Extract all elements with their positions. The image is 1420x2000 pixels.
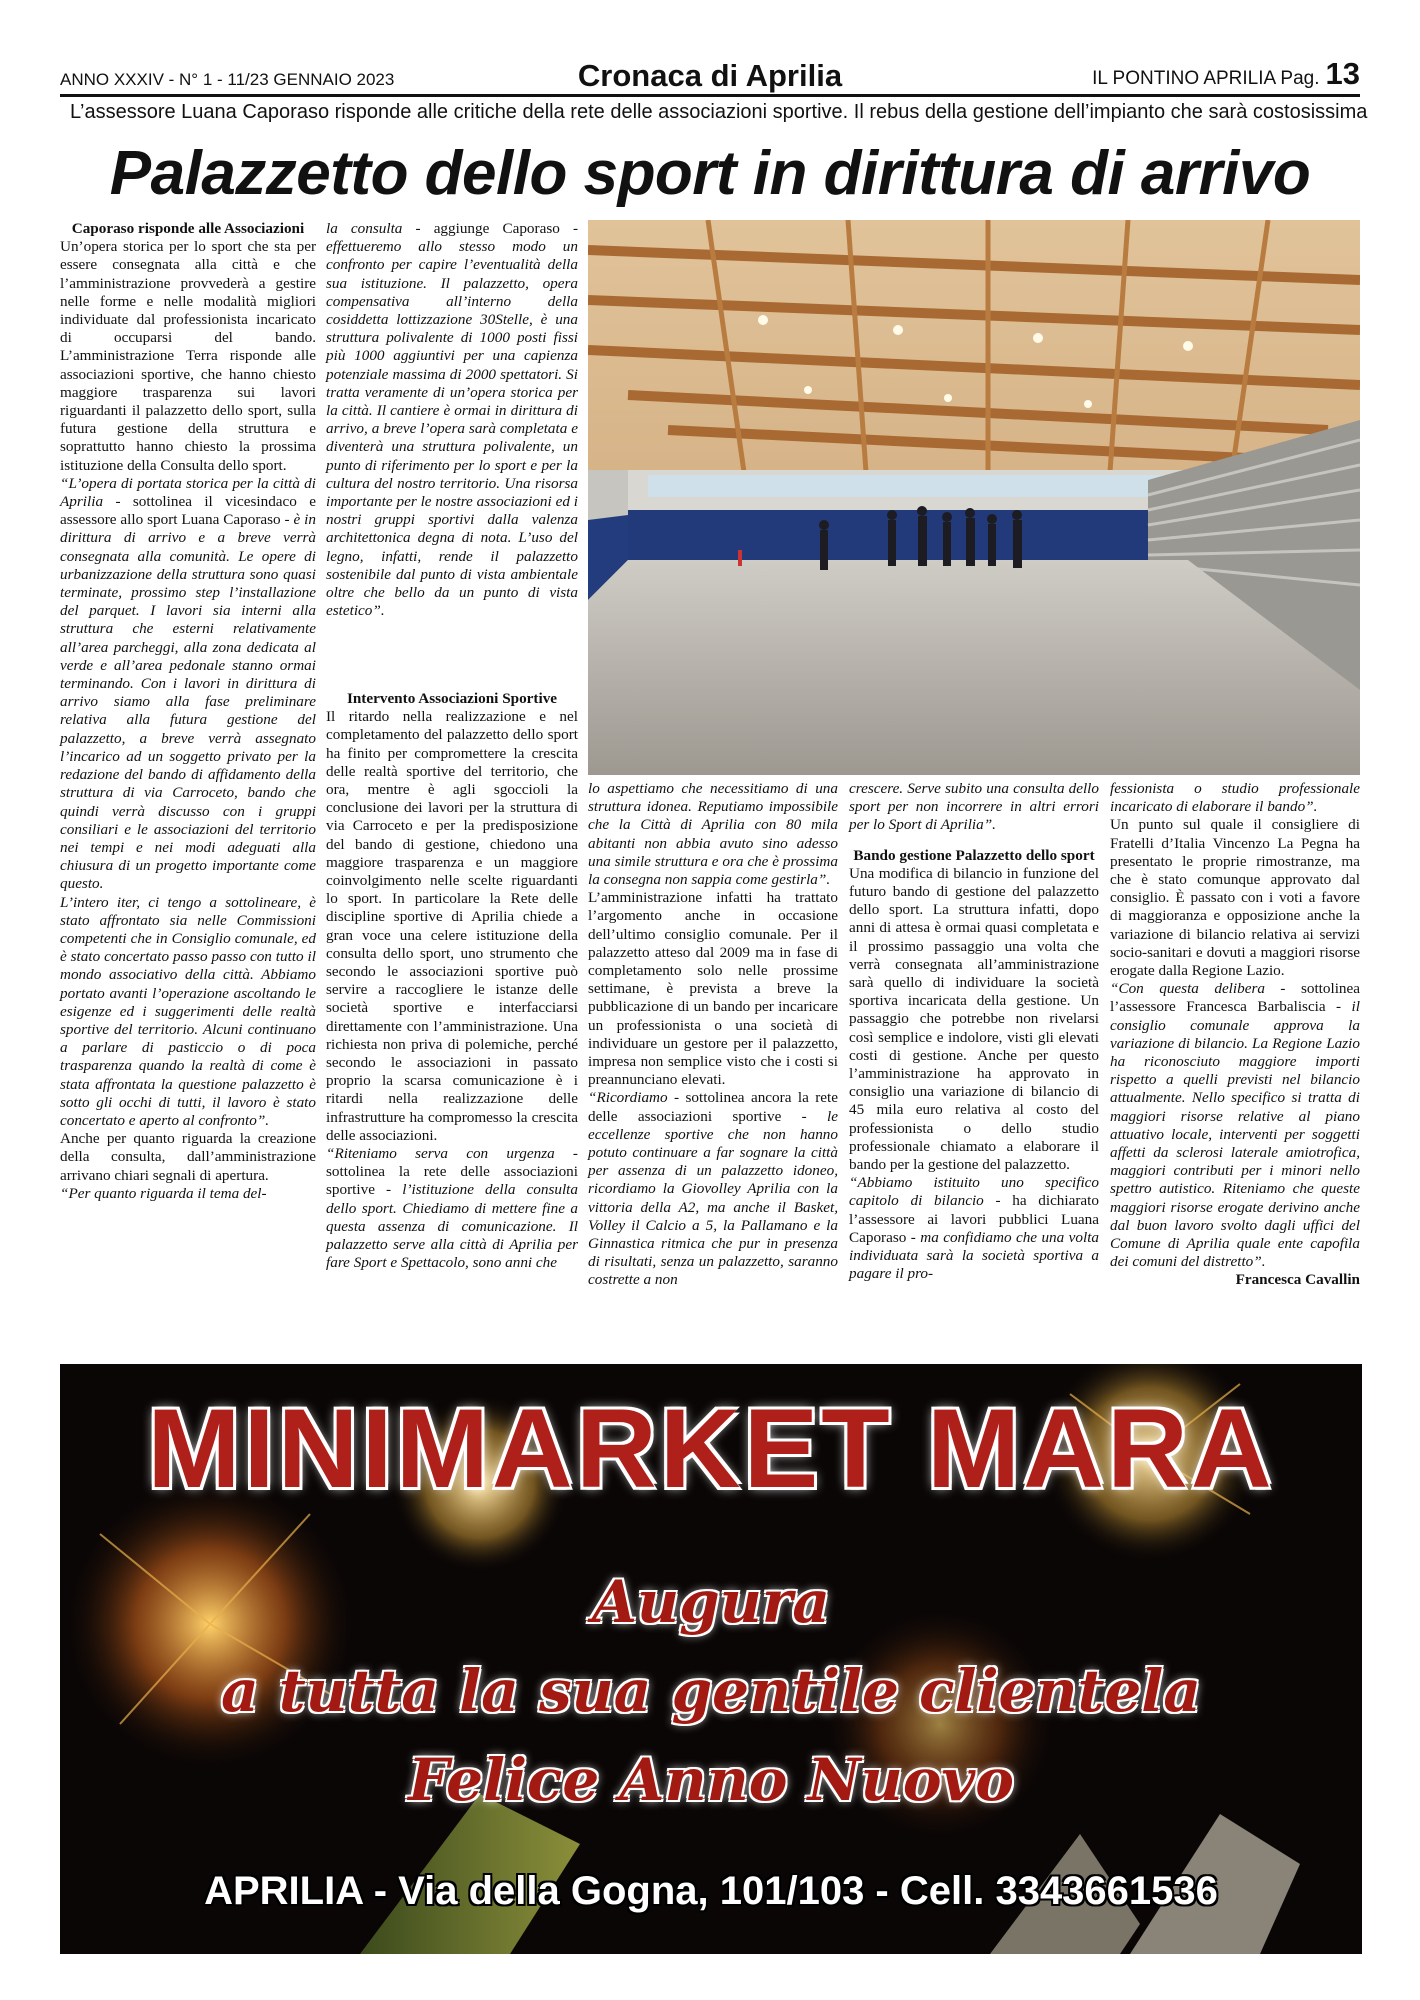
quote-paragraph: “Con questa delibera - sottolinea l’assessore Francesca Barbaliscia - il consiglio comunale approva la variazione di bilancio. La Regione Lazio ha riconosciuto maggiore importi rispetto a quelli previsti nel bilancio attualmente. Nello specifico si tratta di maggiori risorse relative al piano attuativo locale, interventi per soggetti affetti da sclerosi laterale amiotrofica, maggiori contributi per i minori nello spettro autistico. Riteniamo che queste maggiori risorse erogate derivino anche dal buon lavoro svolto dagli uffici del Comune di Aprilia quale ente capofila dei comuni del distretto”. <box>1110 980 1361 1271</box>
article-column-2-bottom <box>326 690 578 1273</box>
article-column-5 <box>1110 780 1360 1290</box>
quote-paragraph: la consulta - aggiunge Caporaso - effettueremo allo stesso modo un confronto per capire l’eventualità della sua istituzione. Il palazzetto, opera compensativa all’interno della cosiddetta lottizzazione 30Stelle, è una struttura polivalente di 1000 posti fissi più 1000 aggiuntivi per una capienza potenziale massima di 2000 spettatori. Si tratta veramente di un’opera storica per la città. Il cantiere è ormai in dirittura di arrivo, a breve l’opera sarà completata e diventerà una struttura polivalente, un punto di riferimento per lo sport e per la cultura del nostro territorio. Una risorsa importante per le nostre associazioni ed i nostri gruppi sportivi dalla valenza architettonica degna di nota. L’uso del legno, infatti, rende il palazzetto sostenibile dal punto di vista ambientale oltre che bello da un punto di vista estetico”. <box>326 220 579 620</box>
ad-line-3: Felice Anno Nuovo <box>408 1746 1014 1814</box>
ad-line-1: Augura <box>591 1568 831 1636</box>
paragraph: Il ritardo nella realizzazione e nel completamento del palazzetto dello sport ha finito per compromettere la crescita delle realtà sportive del territorio, che ora, mentre è agli sgoccioli la conclusione dei lavori per la struttura di via Carroceto e per la predisposizione del bando di gestione, chiedono una maggiore trasparenza e un maggiore coinvolgimento nelle scelte riguardanti lo sport. In particolare la Rete delle discipline sportive di Aprilia chiede a gran voce una celere istituzione della consulta dello sport, uno strumento che secondo le associazioni sportive può servire a raccogliere le istanze delle società sportive e interfacciarsi direttamente con l’amministrazione. Una richiesta non priva di polemiche, perché secondo le associazioni in passato proprio la scarsa comunicazione è i ritardi nella realizzazione delle infrastrutture ha compromesso la crescita delle associazioni. <box>326 708 578 1144</box>
subhead: Intervento Associazioni Sportive <box>346 690 558 707</box>
quote-paragraph: “Ricordiamo - sottolinea ancora la rete delle associazioni sportive - le eccellenze sportive che non hanno potuto continuare a far sognare la città per assenza di un palazzetto idoneo, ricordiamo la Giovolley Aprilia con la vittoria della A2, ma anche il Basket, Volley il Calcio a 5, la Pallamano e la Ginnastica ritmica che pur in presenza di risultati, senza un palazzetto, saranno costrette a non <box>588 1089 838 1289</box>
quote-paragraph: “Riteniamo serva con urgenza - sottolinea la rete delle associazioni sportive - l’istituzione della consulta dello sport. Chiediamo di mettere fine a questa assenza di comunicazione. Il palazzetto serve alla città di Aprilia per fare Sport e Spettacolo, sono anni che <box>326 1145 578 1272</box>
paper-name: IL PONTINO APRILIA Pag. <box>1092 68 1320 89</box>
quote-paragraph: fessionista o studio professionale incaricato di elaborare il bando”. <box>1110 780 1360 816</box>
paper-page <box>1092 56 1360 92</box>
advertisement <box>60 1364 1362 1954</box>
subhead: Caporaso risponde alle Associazioni <box>71 220 305 237</box>
quote-paragraph: lo aspettiamo che necessitiamo di una struttura idonea. Reputiamo impossibile che la Città di Aprilia con 80 mila abitanti non abbia avuto sino adesso una simile struttura e ora che è prossima la consegna non sappia come gestirla”. <box>588 780 838 889</box>
quote-paragraph: “L’opera di portata storica per la città di Aprilia - sottolinea il vicesindaco e assessore allo sport Luana Caporaso - è in dirittura di arrivo e a breve verrà consegnata alla comunità. Le opere di urbanizzazione della struttura sono quasi terminate, prossimo step l’installazione del parquet. I lavori sia interni alla struttura che esterni relativamente all’area parcheggi, alla zona dedicata al verde e all’area pedonale stanno ormai terminando. Con i lavori in dirittura di arrivo siamo alla fase preliminare relativa alla futura gestione del palazzetto, a breve verrà assegnato l’incarico ad un soggetto privato per la redazione del bando di affidamento della struttura di via Carroceto, bando che quindi verrà discusso con i gruppi consiliari e le associazioni del territorio nei tempi e nei modi adeguati alla chiusura di un progetto importante come questo. <box>60 474 317 893</box>
paragraph: Un punto sul quale il consigliere di Fratelli d’Italia Vincenzo La Pegna ha presentato le proprie rimostranze, ma che è stato comunque approvato dal consiglio. È passato con i voti a favore di maggioranza e opposizione anche la variazione di bilancio relativa ai servizi socio-sanitari e dovuti a maggiori risorse erogate dalla Regione Lazio. <box>1110 816 1360 980</box>
paragraph: Anche per quanto riguarda la creazione della consulta, dall’amministrazione arrivano chiari segnali di apertura. <box>60 1130 316 1184</box>
subhead: Bando gestione Palazzetto dello sport <box>853 846 1095 864</box>
issue-info: ANNO XXXIV - N° 1 - 11/23 GENNAIO 2023 <box>60 70 395 89</box>
paragraph: Una modifica di bilancio in funzione del futuro bando di gestione del palazzetto dello sport. La struttura infatti, dopo anni di attesa è ormai quasi completata e il prossimo passaggio una volta che verrà consegnata all’amministrazione sarà quello di individuare la società sportiva incaricata della gestione. Un passaggio che potrebbe non rivelarsi così semplice e indolore, visti gli elevati costi di gestione. Anche per questo l’amministrazione ha approvato in consiglio una variazione di bilancio di 45 mila euro relativa al costo del professionista o dello studio professionale chiamato a elaborare il bando per la gestione del palazzetto. <box>849 864 1099 1174</box>
article-column-1 <box>60 220 316 1203</box>
ad-address: APRILIA - Via della Gogna, 101/103 - Cell. 3343661536 <box>204 1869 1218 1913</box>
quote-paragraph: L’intero iter, ci tengo a sottolineare, è stato affrontato sia nelle Commissioni competenti che in Consiglio comunale, ed è stato concertato passo passo con tutto il mondo associativo della città. Abbiamo portato avanti l’operazione ascoltando le esigenze ed i suggerimenti delle realtà sportive del territorio. Alcuni continuano a parlare di pasticcio o di poca trasparenza quando la realtà di come è stata affrontata la questione palazzetto è sotto gli occhi di tutti, il lavoro è stato concertato e aperto al confronto”. <box>60 893 316 1129</box>
quote-paragraph: “Per quanto riguarda il tema del- <box>60 1184 267 1202</box>
kicker: L’assessore Luana Caporaso risponde alle critiche della rete delle associazioni sportive. Il rebus della gestione dell’impianto che sarà costosissima <box>70 101 1368 123</box>
quote-paragraph: “Abbiamo istituito uno specifico capitolo di bilancio - ha dichiarato l’assessore ai lavori pubblici Luana Caporaso - ma confidiamo che una volta individuata sarà la società sportiva a pagare il pro- <box>849 1174 1100 1283</box>
quote-paragraph: crescere. Serve subito una consulta dello sport per non incorrere in altri errori per lo Sport di Aprilia”. <box>849 780 1099 834</box>
paragraph: L’amministrazione infatti ha trattato l’argomento anche in occasione dell’ultimo consiglio comunale. Per il palazzetto atteso dal 2009 ma in fase di completamento solo nelle prossime settimane, è prevista a breve la pubblicazione di un bando per incaricare un professionista o una società di individuare un gestore per il palazzetto, impresa non semplice visto che i costi si preannunciano elevati. <box>588 889 838 1089</box>
page-number: 13 <box>1325 56 1360 91</box>
page-header <box>60 56 1360 97</box>
ad-title: MINIMARKET MARA <box>147 1386 1275 1511</box>
author-signature: Francesca Cavallin <box>1235 1271 1360 1289</box>
ad-line-2: a tutta la sua gentile clientela <box>221 1657 1201 1725</box>
headline: Palazzetto dello sport in dirittura di arrivo <box>109 139 1311 208</box>
arena-photo <box>588 220 1360 775</box>
article-column-3 <box>588 780 838 1290</box>
section-title: Cronaca di Aprilia <box>577 58 843 93</box>
article-column-2-top <box>326 220 578 620</box>
article-column-4 <box>849 780 1099 1283</box>
paragraph: Un’opera storica per lo sport che sta per essere consegnata alla città e che l’amministrazione provvederà a gestire nelle forme e nelle modalità migliori individuate dal professionista incaricato di occuparsi del bando. L’amministrazione Terra risponde alle associazioni sportive, che hanno chiesto maggiore trasparenza sui lavori riguardanti il palazzetto dello sport, sulla futura gestione della struttura e soprattutto hanno chiesto la prossima istituzione della Consulta dello sport. <box>60 238 316 474</box>
